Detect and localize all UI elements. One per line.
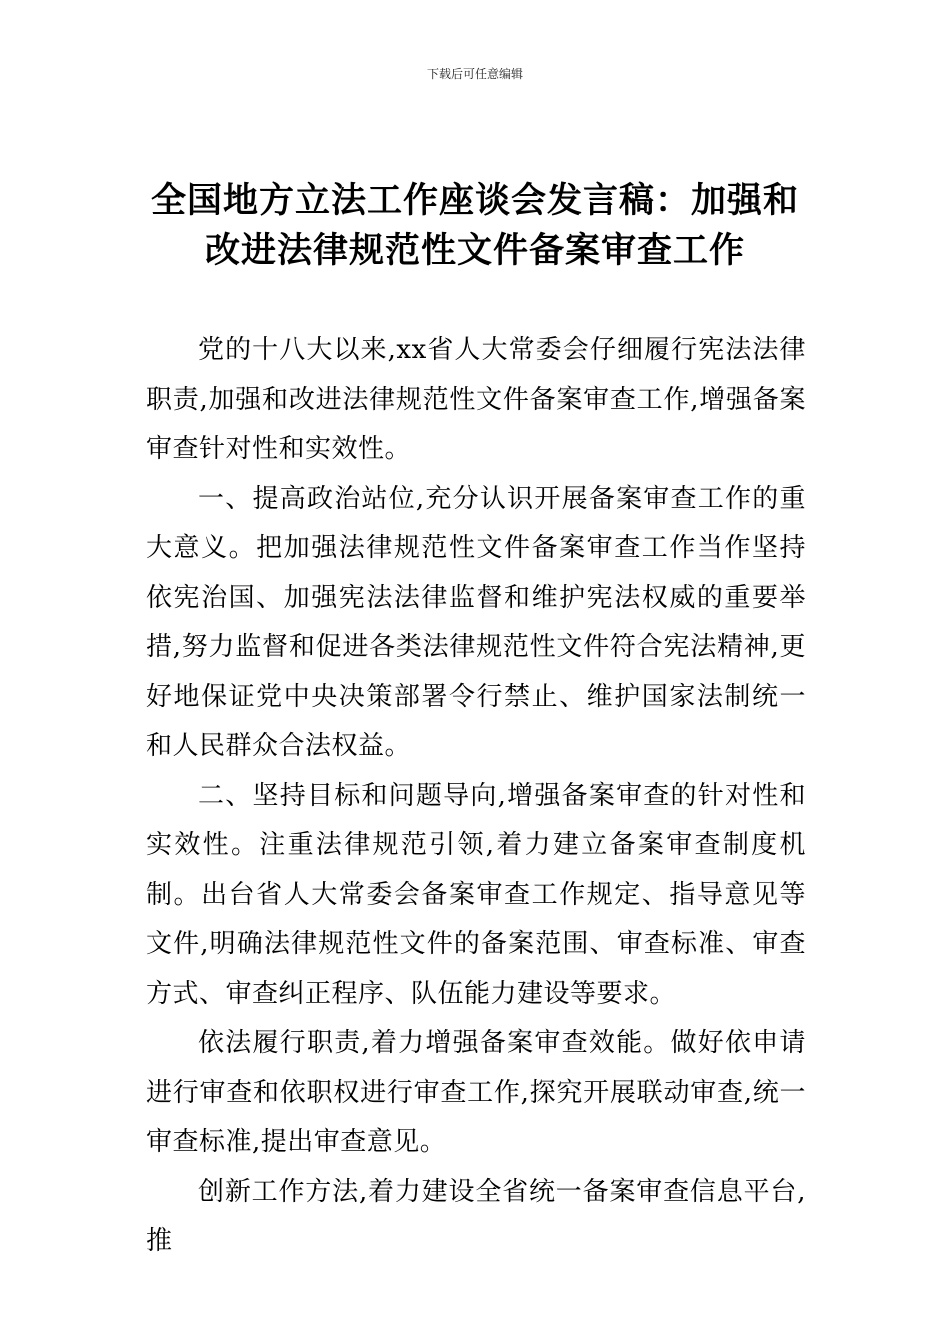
paragraph-section-1: 一、提高政治站位,充分认识开展备案审查工作的重大意义。把加强法律规范性文件备案审查工作当作坚持依宪治国、加强宪法法律监督和维护宪法权威的重要举措,努力监督和促进各类法律规范性文件符合宪法精神,更好地保证党中央决策部署令行禁止、维护国家法制统一和人民群众合法权益。 xyxy=(146,483,806,761)
paragraph-intro: 党的十八大以来,xx省人大常委会仔细履行宪法法律职责,加强和改进法律规范性文件备案审查工作,增强备案审查针对性和实效性。 xyxy=(146,335,806,464)
header-note: 下载后可任意编辑 xyxy=(426,67,523,81)
document-title xyxy=(140,176,810,276)
title-line-2: 改进法律规范性文件备案审查工作 xyxy=(204,231,745,271)
document-body xyxy=(146,326,806,1267)
paragraph-section-2: 二、坚持目标和问题导向,增强备案审查的针对性和实效性。注重法律规范引领,着力建立备案审查制度机制。出台省人大常委会备案审查工作规定、指导意见等文件,明确法律规范性文件的备案范围、审查标准、审查方式、审查纠正程序、队伍能力建设等要求。 xyxy=(146,780,806,1009)
paragraph-methods: 创新工作方法,着力建设全省统一备案审查信息平台,推 xyxy=(146,1176,806,1256)
paragraph-duties: 依法履行职责,着力增强备案审查效能。做好依申请进行审查和依职权进行审查工作,探究开展联动审查,统一审查标准,提出审查意见。 xyxy=(146,1028,806,1157)
title-line-1: 全国地方立法工作座谈会发言稿：加强和 xyxy=(150,181,799,221)
